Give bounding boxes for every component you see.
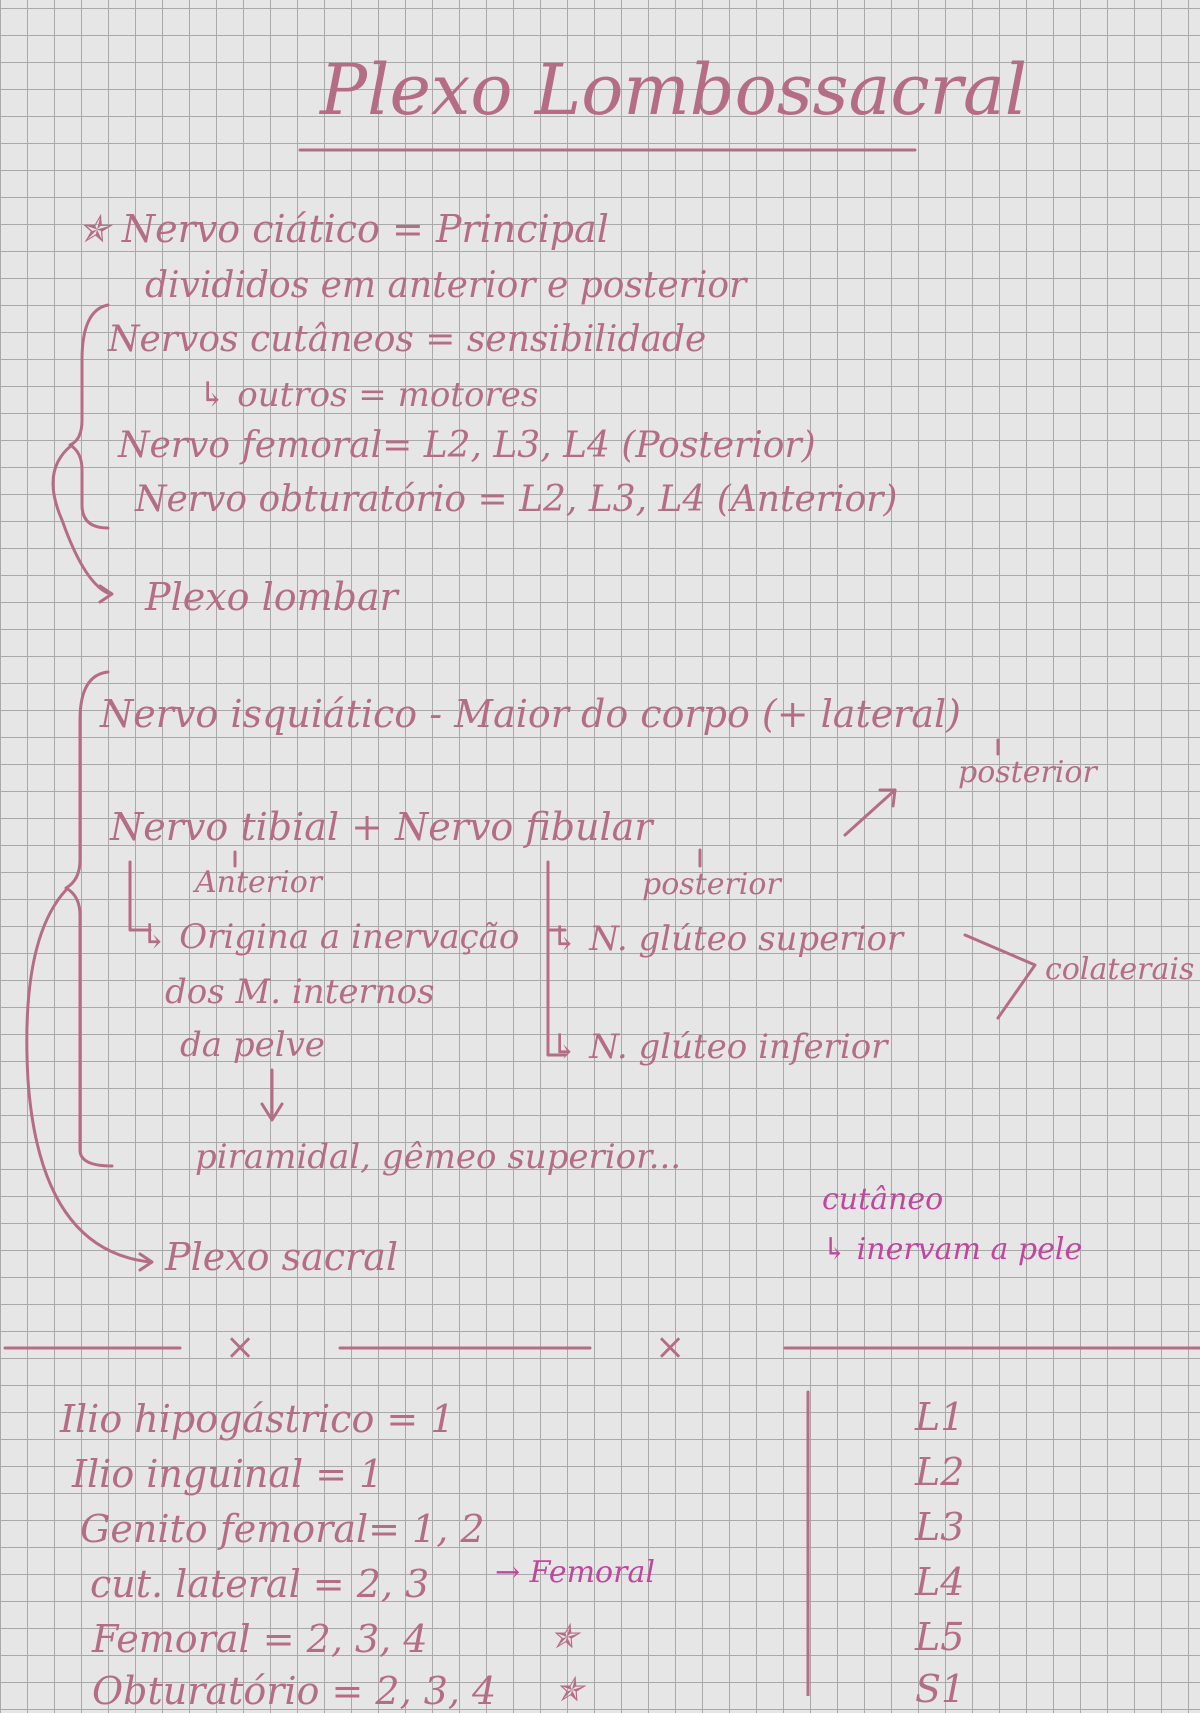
level-item: L2 <box>915 1450 965 1494</box>
lumbar-line-4: ↳ outros = motores <box>198 375 539 415</box>
femoral-note: → Femoral <box>495 1555 655 1590</box>
level-item: L5 <box>915 1615 965 1659</box>
lumbar-brace <box>70 305 108 528</box>
ischiatic-nerve: Nervo isquiático - Maior do corpo (+ lateral) <box>100 692 962 736</box>
plexo-lombar-label: Plexo lombar <box>145 575 398 619</box>
lumbar-line-1: ✯ Nervo ciático = Principal <box>78 207 609 251</box>
lumbar-line-2: divididos em anterior e posterior <box>145 265 747 306</box>
lumbar-arrowhead <box>100 586 112 602</box>
level-item: L1 <box>915 1395 965 1439</box>
anterior-label: Anterior <box>195 865 323 900</box>
lumbar-line-6: Nervo obturatório = L2, L3, L4 (Anterior) <box>135 479 898 520</box>
piriformis-line: piramidal, gêmeo superior... <box>195 1137 682 1177</box>
lumbar-line-3: Nervos cutâneos = sensibilidade <box>108 319 707 360</box>
origin-line-3: da pelve <box>180 1025 325 1065</box>
colaterais-bracket <box>965 935 1035 1018</box>
nerve-item: Genito femoral= 1, 2 <box>80 1507 485 1551</box>
nerve-item: Obturatório = 2, 3, 4 <box>92 1669 497 1713</box>
lumbar-line-5: Nervo femoral= L2, L3, L4 (Posterior) <box>118 425 816 466</box>
divider-mark-1: × <box>225 1327 256 1368</box>
nerve-item: Ilio hipogástrico = 1 <box>60 1397 455 1441</box>
level-item: L3 <box>915 1505 965 1549</box>
sacral-brace <box>66 672 112 1166</box>
star-icon: ✯ <box>550 1617 579 1657</box>
tibial-fibular-line: Nervo tibial + Nervo fibular <box>110 805 653 849</box>
fibular-arrow <box>845 790 895 835</box>
cutaneo-description: ↳ inervam a pele <box>822 1232 1083 1267</box>
gluteal-superior: ↳ N. glúteo superior <box>550 919 904 959</box>
star-icon: ✯ <box>555 1670 584 1710</box>
gluteal-inferior: ↳ N. glúteo inferior <box>550 1027 888 1067</box>
level-item: L4 <box>915 1560 965 1604</box>
page-title: Plexo Lombossacral <box>320 49 1028 131</box>
cutaneo-title: cutâneo <box>822 1182 944 1217</box>
origin-line-2: dos M. internos <box>165 972 435 1012</box>
divider-mark-2: × <box>655 1327 686 1368</box>
nerve-item: cut. lateral = 2, 3 <box>90 1562 430 1606</box>
posterior-label: posterior <box>642 867 781 902</box>
level-item: S1 <box>915 1667 966 1711</box>
colaterais-label: colaterais <box>1045 952 1195 987</box>
origin-line-1: ↳ Origina a inervação <box>140 917 520 957</box>
nerve-item: Ilio inguinal = 1 <box>72 1452 384 1496</box>
nerve-item: Femoral = 2, 3, 4 <box>92 1617 428 1661</box>
sacral-arrow <box>27 890 150 1262</box>
posterior-note: posterior <box>958 755 1097 790</box>
plexo-sacral-label: Plexo sacral <box>165 1235 399 1279</box>
